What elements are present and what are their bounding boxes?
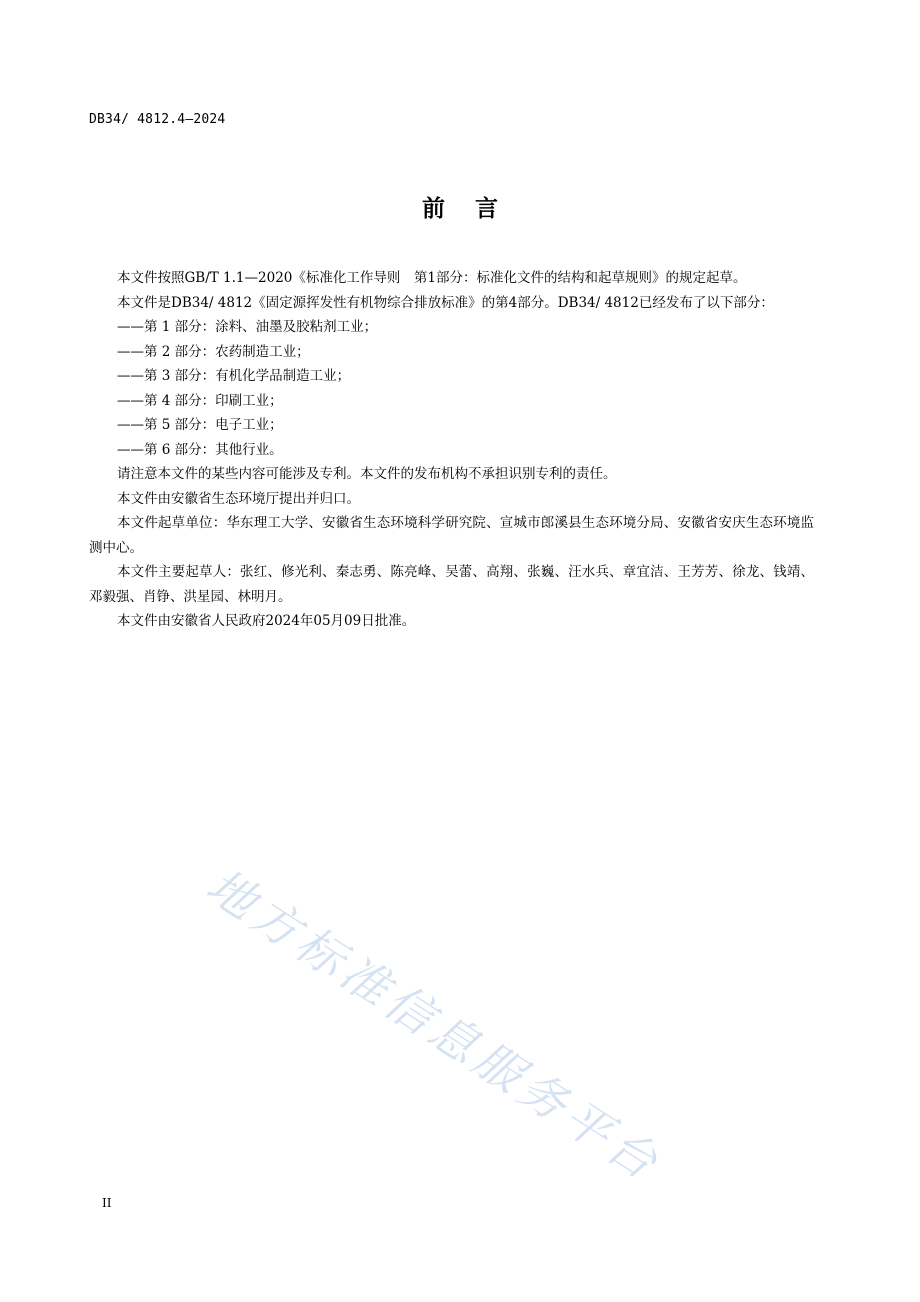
document-code: DB34/ 4812.4—2024 (89, 112, 226, 127)
list-item-part-4: ——第 4 部分：印刷工业； (117, 392, 283, 409)
paragraph-drafting-units: 本文件起草单位：华东理工大学、安徽省生态环境科学研究院、宣城市郎溪县生态环境分局、安徽省安庆生态环境监测中心。 (89, 515, 814, 556)
preface-body (89, 266, 814, 634)
list-item-part-1: ——第 1 部分：涂料、油墨及胶粘剂工业； (117, 319, 378, 335)
page-number: II (102, 1196, 112, 1210)
list-item-part-3: ——第 3 部分：有机化学品制造工业； (117, 368, 351, 384)
watermark: 地方标准信息服务平台 (196, 858, 672, 1194)
paragraph-drafting-rules: 本文件按照GB/T 1.1—2020《标准化工作导则 第1部分：标准化文件的结构和起草规则》的规定起草。 (117, 270, 747, 286)
paragraph-approval: 本文件由安徽省人民政府2024年05月09日批准。 (117, 613, 416, 629)
list-item-part-6: ——第 6 部分：其他行业。 (117, 441, 283, 458)
paragraph-proposer: 本文件由安徽省生态环境厅提出并归口。 (117, 490, 360, 507)
paragraph-drafters: 本文件主要起草人：张红、修光利、秦志勇、陈亮峰、吴蕾、高翔、张巍、汪水兵、章宜洁、王芳芳、徐龙、钱靖、邓毅强、肖铮、洪星园、林明月。 (89, 564, 814, 605)
page-title: 前言 (422, 196, 528, 222)
paragraph-series-info: 本文件是DB34/ 4812《固定源挥发性有机物综合排放标准》的第4部分。DB34/ 4812已经发布了以下部分： (117, 294, 774, 311)
list-item-part-2: ——第 2 部分：农药制造工业； (117, 343, 310, 360)
list-item-part-5: ——第 5 部分：电子工业； (117, 417, 283, 433)
paragraph-patent-notice: 请注意本文件的某些内容可能涉及专利。本文件的发布机构不承担识别专利的责任。 (117, 466, 617, 482)
